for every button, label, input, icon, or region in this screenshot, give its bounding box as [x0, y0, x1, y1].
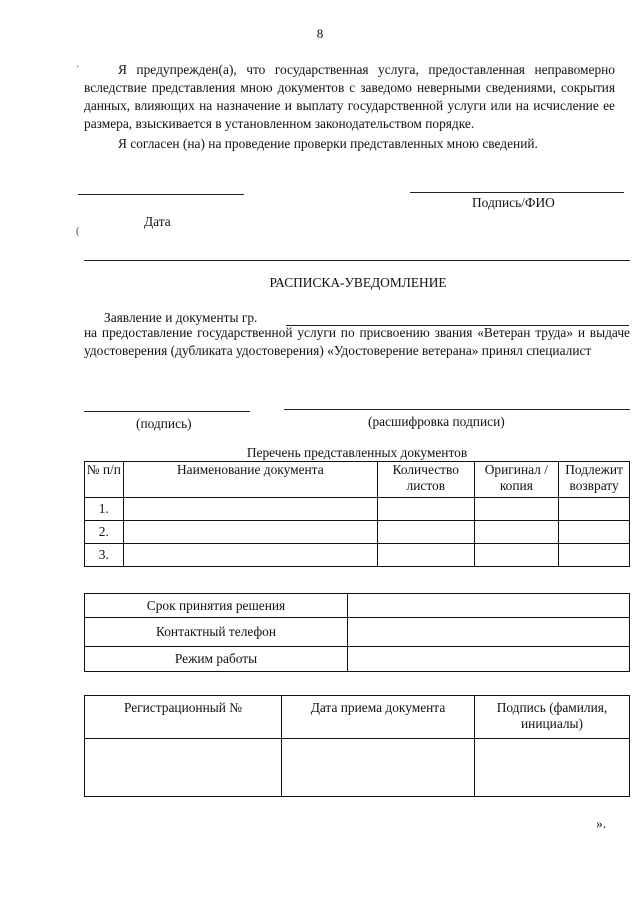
documents-table-header	[85, 462, 630, 498]
col-return: Подлежит возврату	[559, 462, 630, 498]
contact-phone-value[interactable]	[348, 618, 630, 647]
working-hours-value[interactable]	[348, 647, 630, 672]
sheet-count-cell[interactable]	[378, 498, 475, 521]
working-hours-label: Режим работы	[85, 647, 348, 672]
decision-deadline-label: Срок принятия решения	[85, 594, 348, 618]
col-number: № п/п	[85, 462, 124, 498]
row-number: 3.	[85, 544, 124, 567]
return-cell[interactable]	[559, 544, 630, 567]
scan-mark: (	[76, 226, 80, 237]
applicant-label: Заявление и документы гр.	[104, 310, 258, 325]
table-row	[85, 739, 630, 797]
table-row	[85, 594, 630, 618]
warning-paragraph	[84, 61, 615, 153]
table-row	[85, 647, 630, 672]
original-copy-cell[interactable]	[474, 498, 559, 521]
registration-table-header	[85, 696, 630, 739]
row-number: 1.	[85, 498, 124, 521]
receipt-title: РАСПИСКА-УВЕДОМЛЕНИЕ	[269, 275, 447, 290]
original-copy-cell[interactable]	[474, 544, 559, 567]
consent-text: Я согласен (на) на проведение проверки представленных мною сведений.	[118, 136, 538, 151]
signature-fio-label: Подпись/ФИО	[472, 195, 555, 210]
date-label: Дата	[144, 214, 171, 229]
page-number: 8	[316, 26, 324, 41]
table-row	[85, 521, 630, 544]
col-document-name: Наименование документа	[123, 462, 377, 498]
sheet-count-cell[interactable]	[378, 521, 475, 544]
separator-line	[84, 260, 630, 261]
return-cell[interactable]	[559, 498, 630, 521]
original-copy-cell[interactable]	[474, 521, 559, 544]
closing-quote: ».	[596, 816, 607, 831]
col-sheet-count: Количество листов	[378, 462, 475, 498]
warning-text: Я предупрежден(а), что государственная услуга, предоставленная неправомерно вследствие представления мною документов с заведомо неверными сведениями, сокрытия данных, влияющих на назначение и выплату государственной услуги или на исчисление ее размера, взыскивается в установленном законодательством порядке.	[84, 62, 615, 131]
col-original-copy: Оригинал /копия	[474, 462, 559, 498]
contact-phone-label: Контактный телефон	[85, 618, 348, 647]
row-number: 2.	[85, 521, 124, 544]
col-acceptance-date: Дата приема документа	[282, 696, 475, 739]
col-signature: Подпись (фамилия, инициалы)	[475, 696, 630, 739]
table-row	[85, 498, 630, 521]
specialist-decryption-line	[284, 409, 630, 410]
specialist-signature-line	[84, 411, 250, 412]
document-name-cell[interactable]	[123, 498, 377, 521]
document-name-cell[interactable]	[123, 544, 377, 567]
acceptance-date-cell[interactable]	[282, 739, 475, 797]
return-cell[interactable]	[559, 521, 630, 544]
documents-table-caption: Перечень представленных документов	[246, 445, 468, 460]
signature-cell[interactable]	[475, 739, 630, 797]
receipt-text: на предоставление государственной услуги по присвоению звания «Ветеран труда» и выдаче удостоверения (дубликата удостоверения) «Удостоверение ветерана» принял специалист	[84, 325, 630, 358]
info-table	[84, 593, 630, 672]
sheet-count-cell[interactable]	[378, 544, 475, 567]
documents-table	[84, 461, 630, 567]
date-line	[78, 194, 244, 195]
registration-number-cell[interactable]	[85, 739, 282, 797]
scan-mark: ·	[76, 62, 80, 73]
table-row	[85, 618, 630, 647]
decision-deadline-value[interactable]	[348, 594, 630, 618]
col-registration-number: Регистрационный №	[85, 696, 282, 739]
signature-caption: (подпись)	[136, 416, 192, 431]
document-name-cell[interactable]	[123, 521, 377, 544]
signature-line	[410, 192, 624, 193]
decryption-caption: (расшифровка подписи)	[368, 414, 505, 429]
table-row	[85, 544, 630, 567]
registration-table	[84, 695, 630, 797]
